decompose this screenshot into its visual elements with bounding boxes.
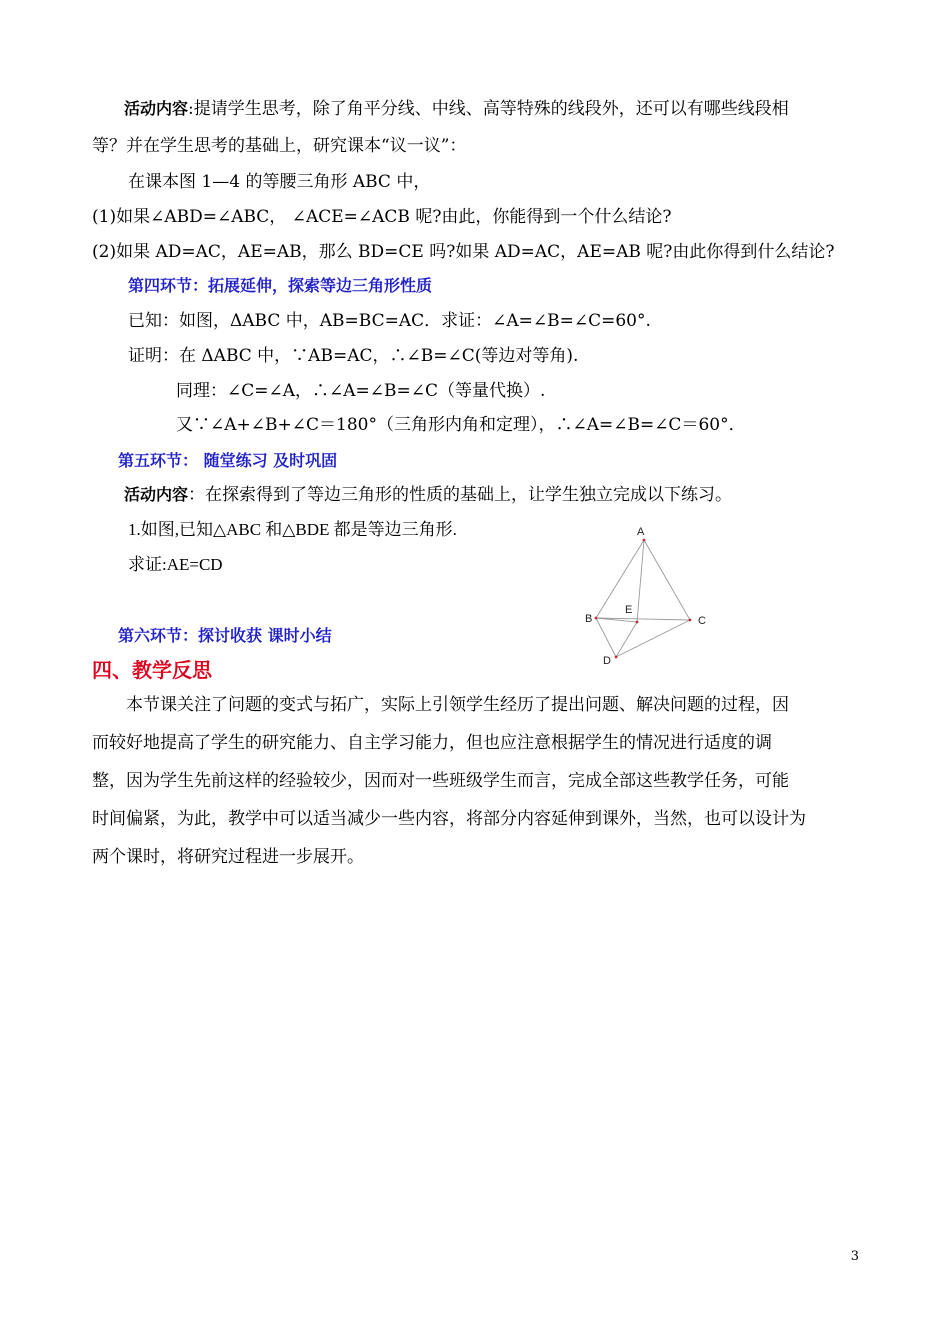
- label-e: E: [625, 604, 633, 616]
- question-1: (1)如果∠ABD=∠ABC， ∠ACE=∠ACB 呢?由此，你能得到一个什么结论?: [92, 207, 672, 227]
- reflection-paragraph: [92, 686, 862, 876]
- section6-heading: 第六环节：探讨收获 课时小结: [118, 626, 332, 645]
- point-b: [595, 617, 598, 620]
- reflection-line: 本节课关注了问题的变式与拓广，实际上引领学生经历了提出问题、解决问题的过程，因: [126, 695, 789, 715]
- proof-line-3: 又∵∠A+∠B+∠C＝180°（三角形内角和定理），∴∠A=∠B=∠C＝60°．: [176, 415, 746, 435]
- section5-heading: 第五环节： 随堂练习 及时巩固: [118, 451, 338, 470]
- activity-paragraph-line2: 等？并在学生思考的基础上，研究课本“议一议”：: [92, 136, 467, 156]
- proof-line-1: 证明：在 ΔABC 中，∵AB=AC，∴∠B=∠C(等边对等角).: [128, 346, 579, 366]
- reflection-line: 时间偏紧，为此，教学中可以适当减少一些内容，将部分内容延伸到课外，当然，也可以设计为: [92, 809, 806, 829]
- exercise-1: 1.如图,已知△ABC 和△BDE 都是等边三角形.: [128, 520, 457, 539]
- label-d: D: [603, 655, 611, 667]
- activity-paragraph-line1: [124, 97, 789, 121]
- segment-ab: [596, 540, 644, 618]
- section4-heading: 第四环节：拓展延伸，探索等边三角形性质: [128, 276, 433, 295]
- reflection-line: 整，因为学生先前这样的经验较少，因而对一些班级学生而言，完成全部这些教学任务，可能: [92, 771, 789, 791]
- point-c: [689, 619, 692, 622]
- page-number: 3: [850, 1249, 859, 1264]
- given-statement: 已知：如图，ΔABC 中，AB=BC=AC．求证：∠A=∠B=∠C=60°.: [128, 311, 651, 331]
- reflection-line: 而较好地提高了学生的研究能力、自主学习能力，但也应注意根据学生的情况进行适度的调: [92, 733, 772, 753]
- point-d: [615, 656, 618, 659]
- reflection-line: 两个课时，将研究过程进一步展开。: [92, 847, 364, 867]
- segment-ac: [644, 540, 690, 620]
- label-c: C: [698, 615, 706, 627]
- label-a: A: [637, 526, 645, 538]
- activity-label: 活动内容: [124, 99, 189, 118]
- activity-text-1: :提请学生思考，除了角平分线、中线、高等特殊的线段外，还可以有哪些线段相: [188, 99, 789, 119]
- segment-ae: [637, 540, 644, 622]
- textbook-line: 在课本图 1—4 的等腰三角形 ABC 中，: [128, 172, 431, 192]
- practice-activity-label: 活动内容: [124, 485, 189, 504]
- practice-activity-text: ：在探索得到了等边三角形的性质的基础上，让学生独立完成以下练习。: [188, 485, 733, 505]
- question-2: (2)如果 AD=AC，AE=AB，那么 BD=CE 吗?如果 AD=AC，AE=AB 呢?由此你得到什么结论?: [92, 242, 835, 262]
- geometry-figure: [580, 522, 730, 672]
- label-b: B: [585, 613, 593, 625]
- proof-line-2: 同理：∠C=∠A，∴∠A=∠B=∠C（等量代换）.: [176, 381, 546, 401]
- practice-activity: [124, 483, 732, 507]
- point-a: [643, 539, 646, 542]
- point-e: [636, 621, 639, 624]
- prove-statement: 求证:AE=CD: [128, 555, 223, 574]
- reflection-heading: 四、教学反思: [92, 658, 212, 682]
- segment-bd: [596, 618, 616, 657]
